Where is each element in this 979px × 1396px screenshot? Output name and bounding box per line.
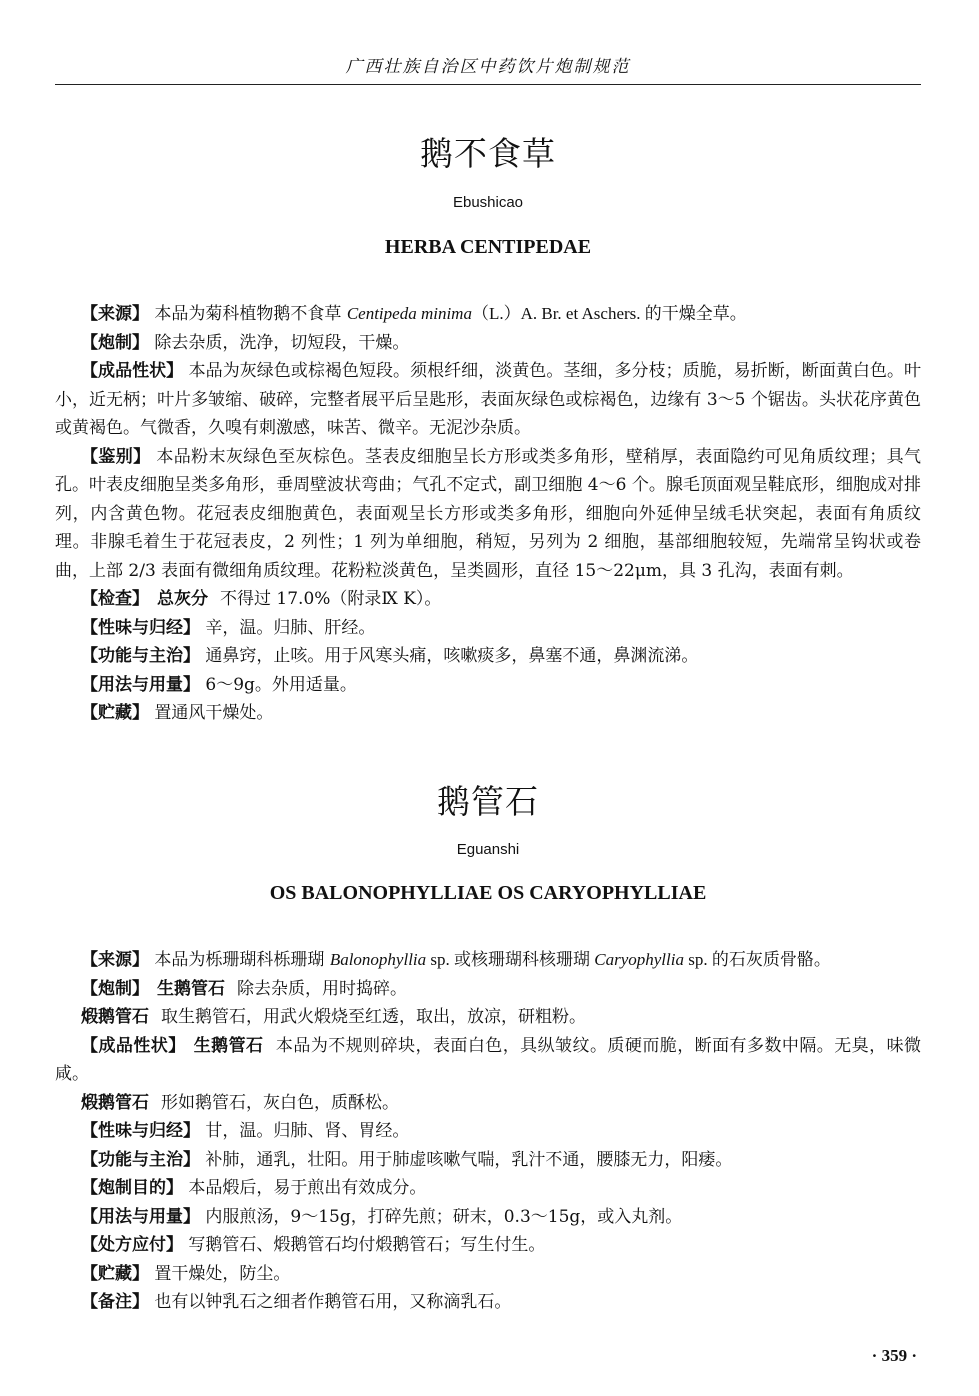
entry1-function bbox=[55, 642, 921, 671]
nature-tag: 【性味与归经】 bbox=[81, 1121, 200, 1141]
entry1-body bbox=[55, 300, 921, 728]
character-tag: 【成品性状】 bbox=[81, 1035, 186, 1056]
purpose-tag: 【炮制目的】 bbox=[81, 1178, 183, 1198]
nature-tag: 【性味与归经】 bbox=[81, 617, 200, 638]
usage-tag: 【用法与用量】 bbox=[81, 674, 200, 695]
processing-text: 取生鹅管石，用武火煅烧至红透，取出，放凉，研粗粉。 bbox=[161, 1007, 586, 1027]
source-text-b: sp. 或核珊瑚科核珊瑚 bbox=[426, 950, 595, 969]
character-subtag: 生鹅管石 bbox=[193, 1035, 264, 1056]
entry2-character-2 bbox=[55, 1089, 921, 1118]
running-header: 广西壮族自治区中药饮片炮制规范 bbox=[345, 57, 631, 77]
entry1-processing bbox=[55, 329, 921, 358]
storage-text: 置干燥处，防尘。 bbox=[154, 1263, 291, 1284]
inspection-text: 不得过 17.0%（附录Ⅸ K）。 bbox=[220, 589, 442, 609]
usage-text: 内服煎汤，9～15g，打碎先煎；研末，0.3～15g，或入丸剂。 bbox=[205, 1206, 683, 1227]
source-text-a: 本品为栎珊瑚科栎珊瑚 bbox=[154, 950, 330, 970]
entry2-processing bbox=[55, 975, 921, 1004]
prescription-text: 写鹅管石、煅鹅管石均付煅鹅管石；写生付生。 bbox=[188, 1235, 546, 1255]
entry2-source bbox=[55, 946, 921, 975]
entry2-title-pinyin: Eguanshi bbox=[456, 841, 520, 858]
function-text: 补肺，通乳，壮阳。用于肺虚咳嗽气喘，乳汁不通，腰膝无力，阳痿。 bbox=[205, 1149, 733, 1170]
processing-tag: 【炮制】 bbox=[81, 978, 149, 999]
function-tag: 【功能与主治】 bbox=[81, 646, 200, 666]
entry2-note bbox=[55, 1288, 921, 1317]
character-text: 形如鹅管石，灰白色，质酥松。 bbox=[161, 1092, 399, 1113]
character-text: 本品为不规则碎块，表面白色，具纵皱纹。质硬而脆，断面有多数中隔。无臭，味微咸。 bbox=[55, 1035, 922, 1084]
inspection-tag: 【检查】 bbox=[81, 589, 149, 609]
storage-text: 置通风干燥处。 bbox=[154, 703, 274, 723]
entry1-title-pinyin: Ebushicao bbox=[452, 194, 524, 211]
identification-tag: 【鉴别】 bbox=[81, 446, 151, 467]
nature-text: 甘，温。归肺、肾、胃经。 bbox=[205, 1121, 410, 1141]
scientific-name: Centipeda minima bbox=[346, 304, 472, 323]
entry1-usage bbox=[55, 671, 921, 700]
entry2-processing-2 bbox=[55, 1003, 921, 1032]
entry2-prescription bbox=[55, 1231, 921, 1260]
entry2-body bbox=[55, 946, 921, 1317]
entry1-identification bbox=[55, 443, 921, 586]
source-text-b: （L.）A. Br. et Aschers. 的干燥全草。 bbox=[471, 304, 747, 323]
entry1-character bbox=[55, 357, 921, 443]
processing-text: 除去杂质，洗净，切短段，干燥。 bbox=[154, 332, 410, 353]
entry2-nature bbox=[55, 1117, 921, 1146]
storage-tag: 【贮藏】 bbox=[81, 703, 149, 723]
identification-text: 本品粉末灰绿色至灰棕色。茎表皮细胞呈长方形或类多角形，壁稍厚，表面隐约可见角质纹理；具气孔。叶表皮细胞呈类多角形，垂周壁波状弯曲；气孔不定式，副卫细胞 4～6 个。腺毛顶面观呈鞋底形，细胞成对排列，内含黄色物。花冠表皮细胞黄色，表面观呈长方形或类多角形，细胞向外延伸呈绒毛状突起，表面有角质纹理。非腺毛着生于花冠表皮，2 列性；1 列为单细胞，稍短，另列为 2 细胞，基部细胞较短，先端常呈钩状或卷曲，上部 2/3 表面有微细角质纹理。花粉粒淡黄色，呈类圆形，直径 15～22μm，具 3 孔沟，表面有刺。 bbox=[55, 446, 922, 581]
source-text-c: sp. 的石灰质骨骼。 bbox=[683, 950, 831, 969]
entry1-nature bbox=[55, 614, 921, 643]
usage-text: 6～9g。外用适量。 bbox=[205, 674, 357, 695]
entry1-title-latin: HERBA CENTIPEDAE bbox=[384, 236, 592, 258]
note-text: 也有以钟乳石之细者作鹅管石用，又称滴乳石。 bbox=[154, 1292, 512, 1312]
character-text: 本品为灰绿色或棕褐色短段。须根纤细，淡黄色。茎细，多分枝；质脆，易折断，断面黄白色。叶小，近无柄；叶片多皱缩、破碎，完整者展平后呈匙形，表面灰绿色或棕褐色，边缘有 3～5 个锯齿。头状花序黄色或黄褐色。气微香，久嗅有刺激感，味苦、微辛。无泥沙杂质。 bbox=[55, 361, 922, 438]
purpose-text: 本品煅后，易于煎出有效成分。 bbox=[188, 1178, 427, 1198]
header-rule bbox=[55, 84, 921, 85]
source-tag: 【来源】 bbox=[81, 304, 149, 324]
usage-tag: 【用法与用量】 bbox=[81, 1206, 200, 1227]
entry2-usage bbox=[55, 1203, 921, 1232]
storage-tag: 【贮藏】 bbox=[81, 1263, 149, 1284]
note-tag: 【备注】 bbox=[81, 1292, 149, 1312]
entry1-storage bbox=[55, 699, 921, 728]
scientific-name: Balonophyllia bbox=[329, 950, 427, 969]
entry1-source bbox=[55, 300, 921, 329]
entry2-title-latin: OS BALONOPHYLLIAE OS CARYOPHYLLIAE bbox=[269, 882, 707, 904]
source-tag: 【来源】 bbox=[81, 950, 149, 970]
entry2-function bbox=[55, 1146, 921, 1175]
processing-subtag: 生鹅管石 bbox=[157, 978, 225, 999]
source-text-a: 本品为菊科植物鹅不食草 bbox=[154, 304, 347, 324]
character-subtag: 煅鹅管石 bbox=[81, 1092, 149, 1113]
scientific-name: Caryophyllia bbox=[594, 950, 684, 969]
processing-text: 除去杂质，用时捣碎。 bbox=[237, 978, 407, 999]
entry2-title-cn: 鹅管石 bbox=[437, 782, 539, 821]
entry1-inspection bbox=[55, 585, 921, 614]
processing-tag: 【炮制】 bbox=[81, 332, 149, 353]
prescription-tag: 【处方应付】 bbox=[81, 1235, 183, 1255]
entry2-purpose bbox=[55, 1174, 921, 1203]
entry1-title-cn: 鹅不食草 bbox=[420, 134, 556, 173]
entry2-character bbox=[55, 1032, 921, 1089]
entry2-storage bbox=[55, 1260, 921, 1289]
page-number: · 359 · bbox=[871, 1346, 917, 1365]
inspection-subtag: 总灰分 bbox=[157, 589, 208, 609]
character-tag: 【成品性状】 bbox=[81, 361, 184, 381]
nature-text: 辛，温。归肺、肝经。 bbox=[205, 617, 376, 638]
function-tag: 【功能与主治】 bbox=[81, 1149, 200, 1170]
processing-subtag: 煅鹅管石 bbox=[81, 1007, 149, 1027]
function-text: 通鼻窍，止咳。用于风寒头痛，咳嗽痰多，鼻塞不通，鼻渊流涕。 bbox=[205, 646, 699, 666]
